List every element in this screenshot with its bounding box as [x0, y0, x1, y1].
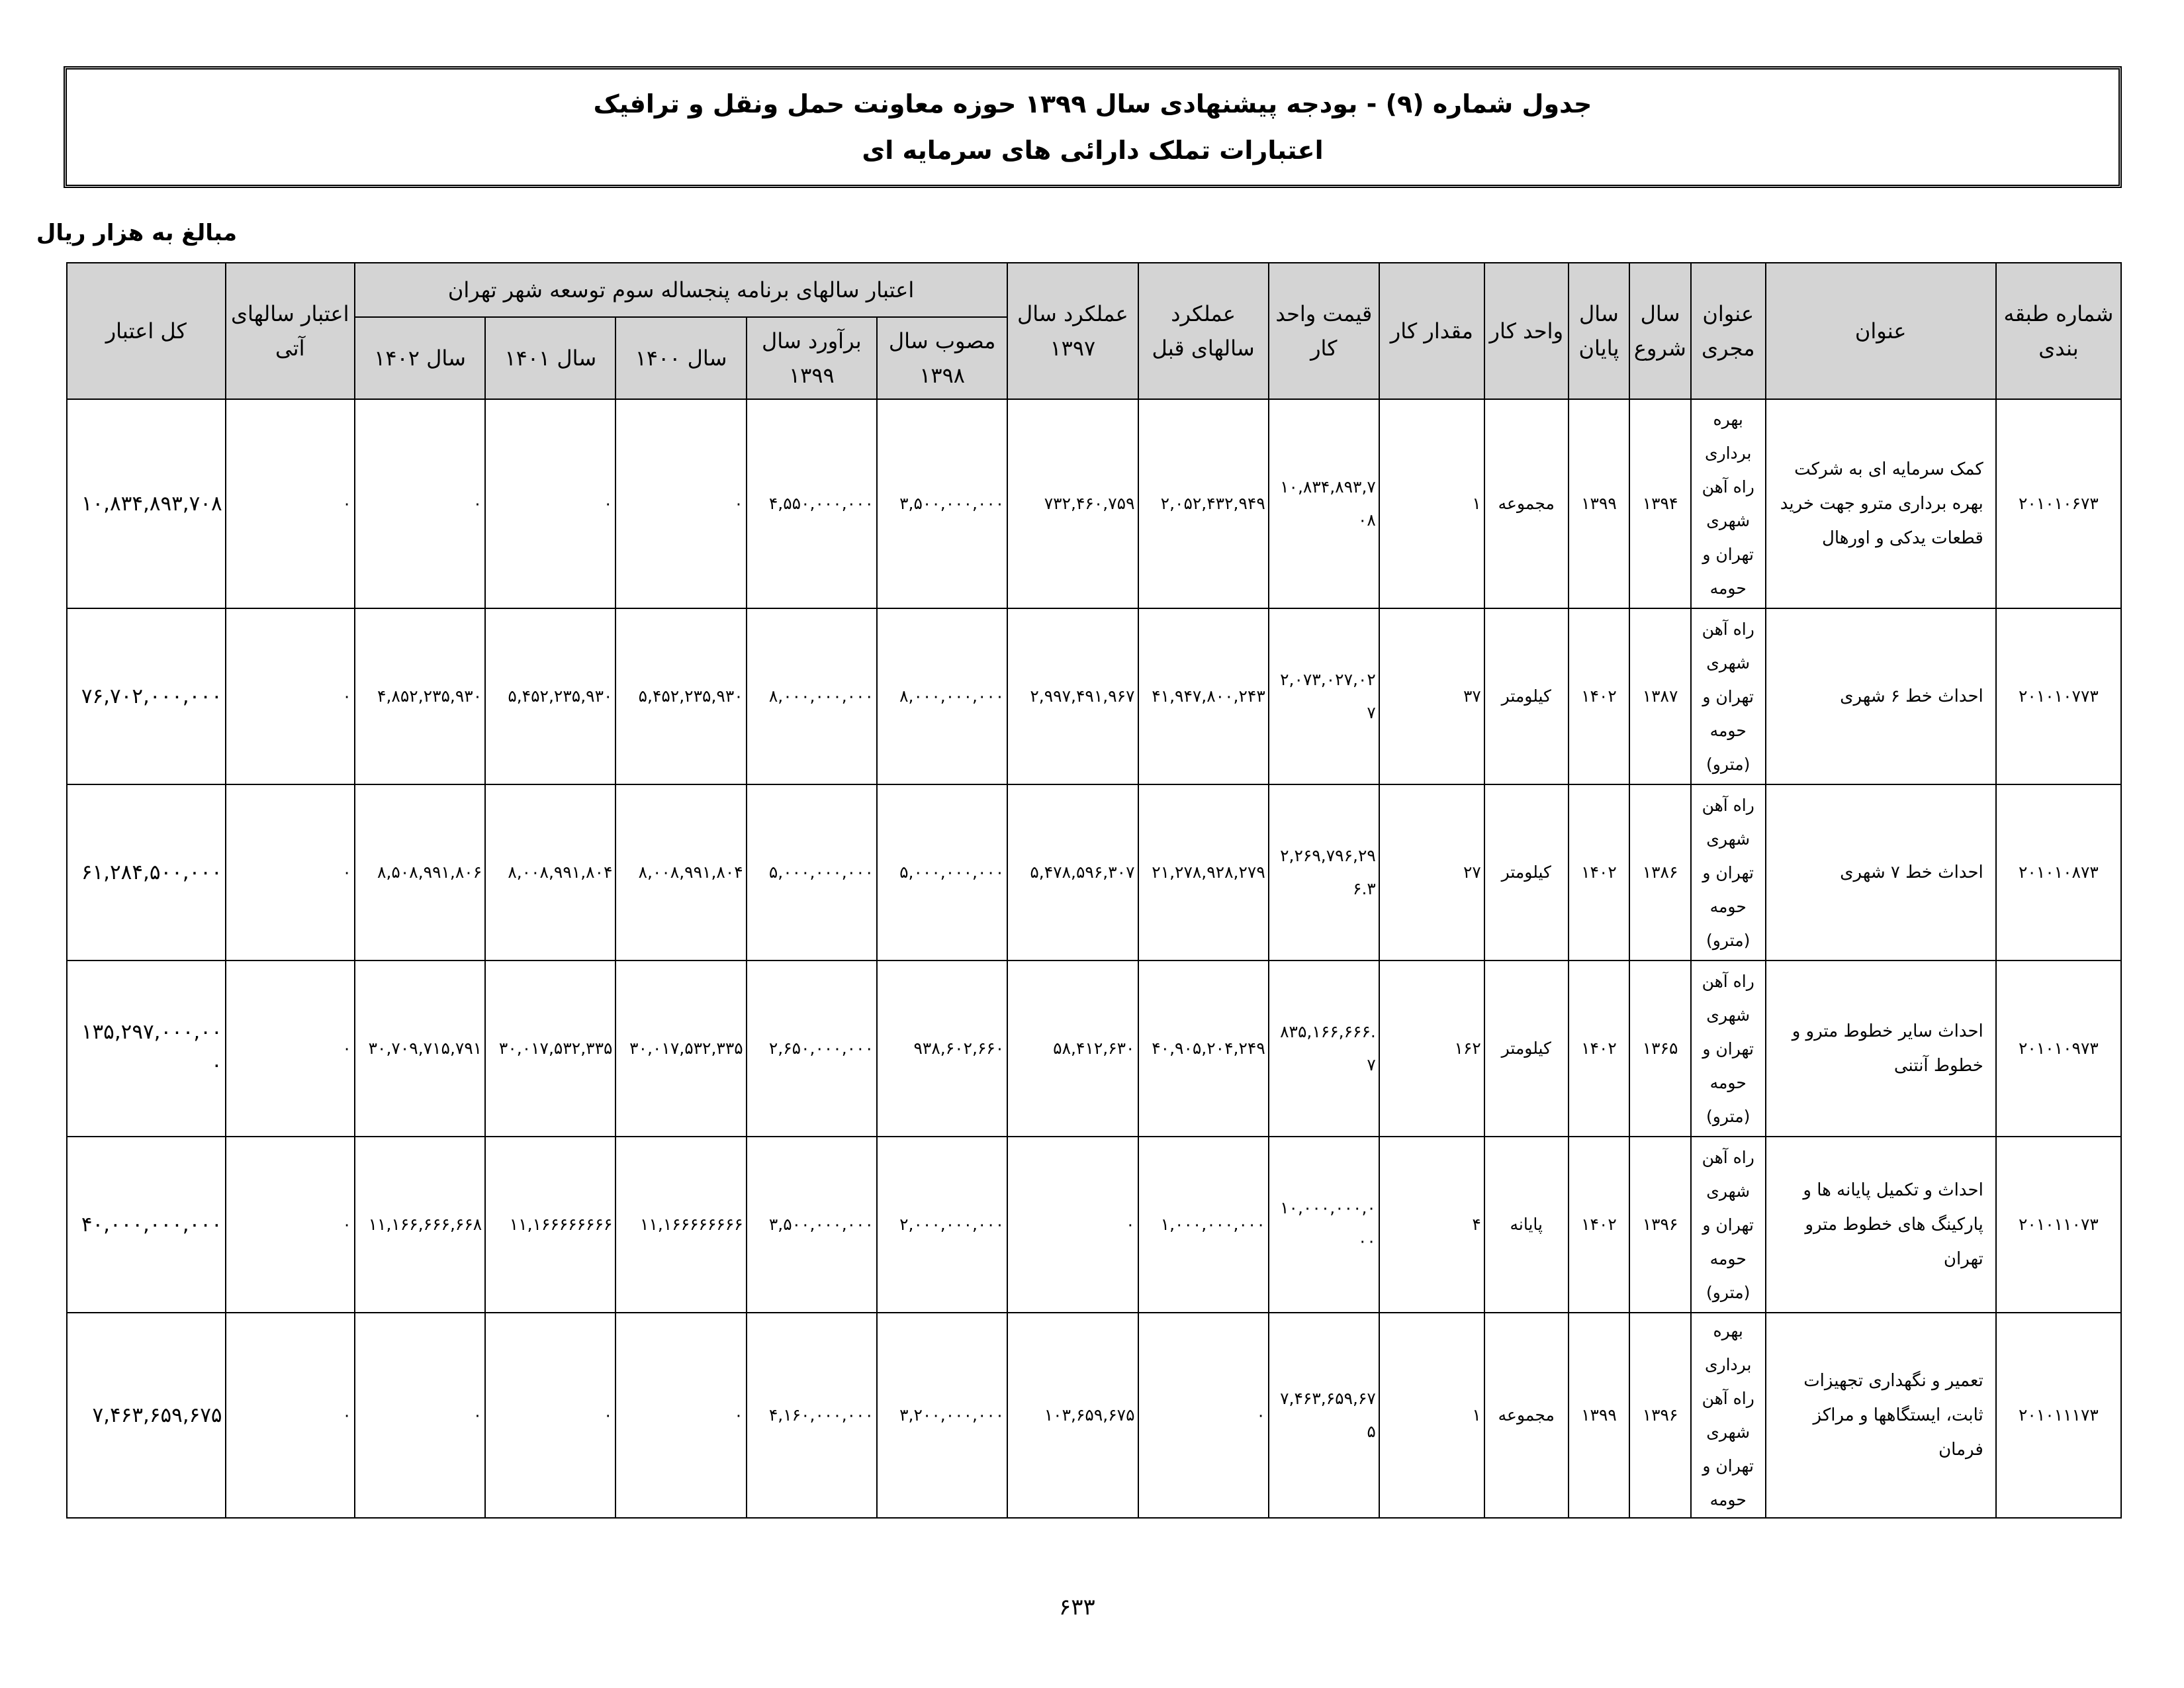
cell-end-year: ۱۳۹۹ [1569, 399, 1630, 608]
cell-work-unit: کیلومتر [1484, 608, 1569, 784]
cell-performance-previous: ۴۰,۹۰۵,۲۰۴,۲۴۹ [1138, 961, 1269, 1137]
cell-performance-1397: ۵۸,۴۱۲,۶۳۰ [1007, 961, 1138, 1137]
cell-year-1402: ۰ [355, 399, 485, 608]
cell-total-credit: ۷,۴۶۳,۶۵۹,۶۷۵ [67, 1313, 226, 1518]
cell-end-year: ۱۴۰۲ [1569, 1137, 1630, 1313]
cell-future-credit: ۰ [226, 608, 355, 784]
cell-performance-1397: ۰ [1007, 1137, 1138, 1313]
header-year-1402: سال ۱۴۰۲ [355, 317, 485, 399]
cell-code: ۲۰۱۰۱۰۷۷۳ [1996, 608, 2121, 784]
budget-table [66, 262, 2122, 1519]
table-row [67, 399, 2121, 608]
cell-title: احداث خط ۶ شهری [1766, 608, 1996, 784]
unit-note: مبالغ به هزار ریال [36, 220, 237, 246]
cell-performance-previous: ۲۱,۲۷۸,۹۲۸,۲۷۹ [1138, 784, 1269, 961]
cell-unit-price: ۱۰,۰۰۰,۰۰۰,۰۰۰ [1269, 1137, 1379, 1313]
header-executor: عنوان مجری [1691, 263, 1766, 399]
cell-title: احداث خط ۷ شهری [1766, 784, 1996, 961]
cell-work-unit: کیلومتر [1484, 961, 1569, 1137]
cell-start-year: ۱۳۹۴ [1629, 399, 1691, 608]
header-work-quantity: مقدار کار [1379, 263, 1484, 399]
cell-performance-previous: ۰ [1138, 1313, 1269, 1518]
cell-code: ۲۰۱۰۱۰۶۷۳ [1996, 399, 2121, 608]
cell-total-credit: ۱۳۵,۲۹۷,۰۰۰,۰۰۰ [67, 961, 226, 1137]
cell-end-year: ۱۴۰۲ [1569, 608, 1630, 784]
cell-future-credit: ۰ [226, 961, 355, 1137]
cell-end-year: ۱۴۰۲ [1569, 784, 1630, 961]
cell-year-1400: ۵,۴۵۲,۲۳۵,۹۳۰ [615, 608, 746, 784]
cell-approved-1398: ۲,۰۰۰,۰۰۰,۰۰۰ [877, 1137, 1007, 1313]
page-number: ۶۳۳ [1059, 1594, 1095, 1620]
cell-start-year: ۱۳۶۵ [1629, 961, 1691, 1137]
cell-unit-price: ۱۰,۸۳۴,۸۹۳,۷۰۸ [1269, 399, 1379, 608]
cell-year-1400: ۰ [615, 399, 746, 608]
cell-executor: راه آهن شهری تهران و حومه (مترو) [1691, 961, 1766, 1137]
header-start-year: سال شروع [1629, 263, 1691, 399]
cell-start-year: ۱۳۹۶ [1629, 1313, 1691, 1518]
cell-year-1401: ۰ [485, 1313, 615, 1518]
cell-work-unit: مجموعه [1484, 399, 1569, 608]
table-row [67, 1137, 2121, 1313]
cell-performance-1397: ۲,۹۹۷,۴۹۱,۹۶۷ [1007, 608, 1138, 784]
cell-approved-1398: ۸,۰۰۰,۰۰۰,۰۰۰ [877, 608, 1007, 784]
cell-executor: راه آهن شهری تهران و حومه (مترو) [1691, 1137, 1766, 1313]
cell-work-unit: کیلومتر [1484, 784, 1569, 961]
cell-end-year: ۱۴۰۲ [1569, 961, 1630, 1137]
cell-end-year: ۱۳۹۹ [1569, 1313, 1630, 1518]
title-box [64, 66, 2122, 188]
cell-performance-previous: ۴۱,۹۴۷,۸۰۰,۲۴۳ [1138, 608, 1269, 784]
cell-unit-price: ۲,۲۶۹,۷۹۶,۲۹۶.۳ [1269, 784, 1379, 961]
header-total-credit: کل اعتبار [67, 263, 226, 399]
cell-code: ۲۰۱۰۱۱۱۷۳ [1996, 1313, 2121, 1518]
header-future-credit: اعتبار سالهای آتی [226, 263, 355, 399]
cell-code: ۲۰۱۰۱۰۹۷۳ [1996, 961, 2121, 1137]
header-estimate-1399: برآورد سال ۱۳۹۹ [747, 317, 877, 399]
table-row [67, 608, 2121, 784]
cell-year-1401: ۵,۴۵۲,۲۳۵,۹۳۰ [485, 608, 615, 784]
cell-year-1401: ۰ [485, 399, 615, 608]
cell-performance-1397: ۱۰۳,۶۵۹,۶۷۵ [1007, 1313, 1138, 1518]
header-year-1400: سال ۱۴۰۰ [615, 317, 746, 399]
table-row [67, 784, 2121, 961]
cell-year-1401: ۸,۰۰۸,۹۹۱,۸۰۴ [485, 784, 615, 961]
cell-year-1401: ۳۰,۰۱۷,۵۳۲,۳۳۵ [485, 961, 615, 1137]
cell-estimate-1399: ۳,۵۰۰,۰۰۰,۰۰۰ [747, 1137, 877, 1313]
cell-estimate-1399: ۸,۰۰۰,۰۰۰,۰۰۰ [747, 608, 877, 784]
cell-year-1400: ۱۱,۱۶۶۶۶۶۶۶۶ [615, 1137, 746, 1313]
cell-year-1400: ۰ [615, 1313, 746, 1518]
cell-future-credit: ۰ [226, 399, 355, 608]
cell-year-1402: ۰ [355, 1313, 485, 1518]
cell-estimate-1399: ۲,۶۵۰,۰۰۰,۰۰۰ [747, 961, 877, 1137]
cell-total-credit: ۴۰,۰۰۰,۰۰۰,۰۰۰ [67, 1137, 226, 1313]
cell-future-credit: ۰ [226, 1137, 355, 1313]
cell-start-year: ۱۳۸۷ [1629, 608, 1691, 784]
cell-title: تعمیر و نگهداری تجهیزات ثابت، ایستگاهها و مراکز فرمان [1766, 1313, 1996, 1518]
cell-work-quantity: ۱ [1379, 1313, 1484, 1518]
header-title: عنوان [1766, 263, 1996, 399]
cell-executor: راه آهن شهری تهران و حومه (مترو) [1691, 608, 1766, 784]
cell-executor: راه آهن شهری تهران و حومه (مترو) [1691, 784, 1766, 961]
cell-performance-1397: ۷۳۲,۴۶۰,۷۵۹ [1007, 399, 1138, 608]
header-year-1401: سال ۱۴۰۱ [485, 317, 615, 399]
cell-work-unit: پایانه [1484, 1137, 1569, 1313]
cell-performance-1397: ۵,۴۷۸,۵۹۶,۳۰۷ [1007, 784, 1138, 961]
cell-year-1402: ۸,۵۰۸,۹۹۱,۸۰۶ [355, 784, 485, 961]
cell-title: کمک سرمایه ای به شرکت بهره برداری مترو جهت خرید قطعات یدکی و اورهال [1766, 399, 1996, 608]
cell-work-quantity: ۳۷ [1379, 608, 1484, 784]
cell-work-quantity: ۴ [1379, 1137, 1484, 1313]
cell-work-quantity: ۲۷ [1379, 784, 1484, 961]
cell-total-credit: ۱۰,۸۳۴,۸۹۳,۷۰۸ [67, 399, 226, 608]
cell-future-credit: ۰ [226, 784, 355, 961]
table-body [67, 399, 2121, 1518]
cell-title: احداث سایر خطوط مترو و خطوط آنتنی [1766, 961, 1996, 1137]
header-code: شماره طبقه بندی [1996, 263, 2121, 399]
header-plan-group: اعتبار سالهای برنامه پنجساله سوم توسعه شهر تهران [355, 263, 1007, 317]
table-row [67, 1313, 2121, 1518]
cell-year-1400: ۸,۰۰۸,۹۹۱,۸۰۴ [615, 784, 746, 961]
cell-executor: بهره برداری راه آهن شهری تهران و حومه [1691, 1313, 1766, 1518]
cell-code: ۲۰۱۰۱۰۸۷۳ [1996, 784, 2121, 961]
cell-performance-previous: ۲,۰۵۲,۴۳۲,۹۴۹ [1138, 399, 1269, 608]
cell-work-quantity: ۱۶۲ [1379, 961, 1484, 1137]
table-row [67, 961, 2121, 1137]
cell-estimate-1399: ۵,۰۰۰,۰۰۰,۰۰۰ [747, 784, 877, 961]
cell-work-unit: مجموعه [1484, 1313, 1569, 1518]
cell-year-1402: ۳۰,۷۰۹,۷۱۵,۷۹۱ [355, 961, 485, 1137]
cell-year-1401: ۱۱,۱۶۶۶۶۶۶۶۶ [485, 1137, 615, 1313]
cell-total-credit: ۷۶,۷۰۲,۰۰۰,۰۰۰ [67, 608, 226, 784]
cell-year-1402: ۴,۸۵۲,۲۳۵,۹۳۰ [355, 608, 485, 784]
cell-approved-1398: ۳,۵۰۰,۰۰۰,۰۰۰ [877, 399, 1007, 608]
cell-unit-price: ۲,۰۷۳,۰۲۷,۰۲۷ [1269, 608, 1379, 784]
cell-executor: بهره برداری راه آهن شهری تهران و حومه [1691, 399, 1766, 608]
cell-approved-1398: ۵,۰۰۰,۰۰۰,۰۰۰ [877, 784, 1007, 961]
header-unit-price: قیمت واحد کار [1269, 263, 1379, 399]
header-work-unit: واحد کار [1484, 263, 1569, 399]
cell-performance-previous: ۱,۰۰۰,۰۰۰,۰۰۰ [1138, 1137, 1269, 1313]
cell-unit-price: ۸۳۵,۱۶۶,۶۶۶.۷ [1269, 961, 1379, 1137]
cell-approved-1398: ۳,۲۰۰,۰۰۰,۰۰۰ [877, 1313, 1007, 1518]
cell-unit-price: ۷,۴۶۳,۶۵۹,۶۷۵ [1269, 1313, 1379, 1518]
cell-total-credit: ۶۱,۲۸۴,۵۰۰,۰۰۰ [67, 784, 226, 961]
header-performance-1397: عملکرد سال ۱۳۹۷ [1007, 263, 1138, 399]
cell-year-1402: ۱۱,۱۶۶,۶۶۶,۶۶۸ [355, 1137, 485, 1313]
cell-start-year: ۱۳۸۶ [1629, 784, 1691, 961]
cell-estimate-1399: ۴,۱۶۰,۰۰۰,۰۰۰ [747, 1313, 877, 1518]
cell-year-1400: ۳۰,۰۱۷,۵۳۲,۳۳۵ [615, 961, 746, 1137]
cell-estimate-1399: ۴,۵۵۰,۰۰۰,۰۰۰ [747, 399, 877, 608]
cell-code: ۲۰۱۰۱۱۰۷۳ [1996, 1137, 2121, 1313]
cell-future-credit: ۰ [226, 1313, 355, 1518]
table-title: جدول شماره (۹) - بودجه پیشنهادی سال ۱۳۹۹ حوزه معاونت حمل ونقل و ترافیک [593, 89, 1592, 118]
table-subtitle: اعتبارات تملک دارائی های سرمایه ای [862, 136, 1324, 165]
cell-work-quantity: ۱ [1379, 399, 1484, 608]
header-end-year: سال پایان [1569, 263, 1630, 399]
table-header [67, 263, 2121, 399]
cell-start-year: ۱۳۹۶ [1629, 1137, 1691, 1313]
cell-approved-1398: ۹۳۸,۶۰۲,۶۶۰ [877, 961, 1007, 1137]
header-performance-previous: عملکرد سالهای قبل [1138, 263, 1269, 399]
header-approved-1398: مصوب سال ۱۳۹۸ [877, 317, 1007, 399]
cell-title: احداث و تکمیل پایانه ها و پارکینگ های خطوط مترو تهران [1766, 1137, 1996, 1313]
